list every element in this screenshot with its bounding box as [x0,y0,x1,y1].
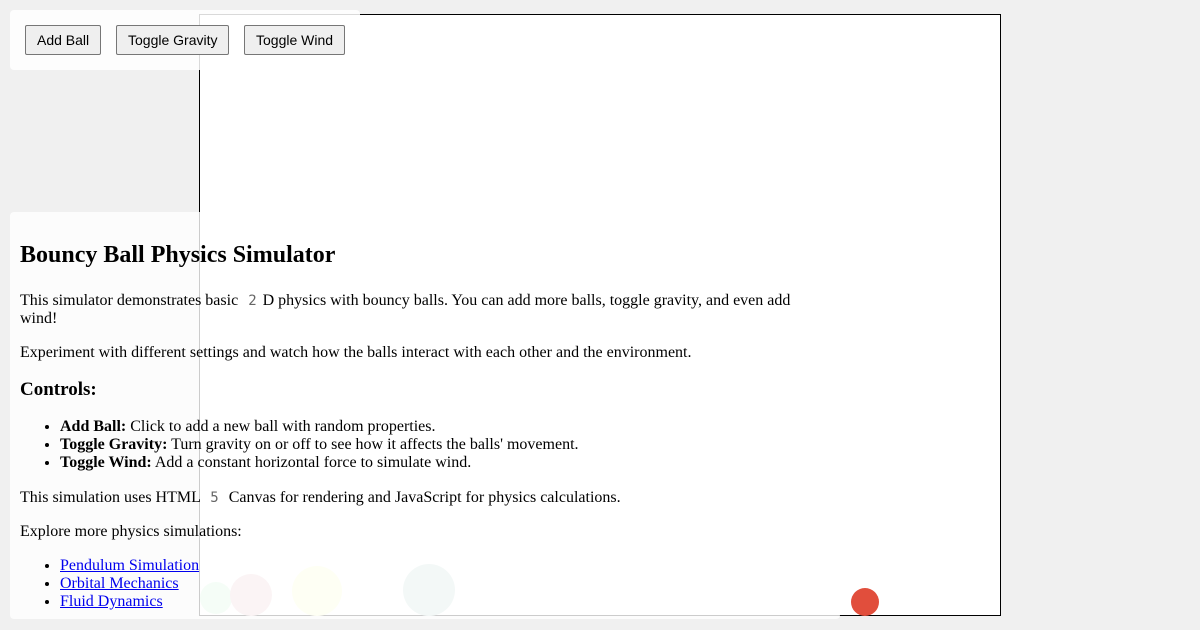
list-item [60,593,830,611]
controls-heading: Controls: [20,379,97,400]
page-title: Bouncy Ball Physics Simulator [20,242,336,268]
control-term: Toggle Wind: [60,454,152,471]
controls-panel [10,10,360,70]
dimension-number: 2 [248,293,257,309]
links-list [20,557,830,611]
tech-text-rest: Canvas for rendering and JavaScript for physics calculations. [228,489,621,506]
toggle-wind-button[interactable]: Toggle Wind [244,25,345,55]
tech-text: This simulation uses HTML [20,489,201,506]
control-desc: Turn gravity on or off to see how it affects the balls' movement. [167,436,579,453]
list-item [60,436,830,454]
info-panel [10,212,840,619]
tech-paragraph [20,489,830,507]
list-item [60,575,830,593]
link-fluid-dynamics[interactable]: Fluid Dynamics [60,593,163,610]
control-term: Add Ball: [60,418,127,435]
experiment-paragraph: Experiment with different settings and watch how the balls interact with each other and the environment. [20,344,692,361]
ball [851,588,879,616]
controls-list [20,418,830,472]
html-version-number: 5 [210,490,219,506]
link-pendulum-simulation[interactable]: Pendulum Simulation [60,557,200,574]
control-desc: Add a constant horizontal force to simulate wind. [151,454,472,471]
toggle-gravity-button[interactable]: Toggle Gravity [116,25,229,55]
list-item [60,418,830,436]
link-orbital-mechanics[interactable]: Orbital Mechanics [60,575,179,592]
control-term: Toggle Gravity: [60,436,168,453]
explore-paragraph: Explore more physics simulations: [20,523,242,540]
intro-text-rest: D physics with bouncy balls. You can add more balls, toggle gravity, and even add wind! [20,292,791,327]
intro-paragraph [20,292,830,328]
intro-text: This simulator demonstrates basic [20,292,239,309]
control-desc: Click to add a new ball with random properties. [126,418,436,435]
list-item [60,454,830,472]
add-ball-button[interactable]: Add Ball [25,25,101,55]
list-item [60,557,830,575]
